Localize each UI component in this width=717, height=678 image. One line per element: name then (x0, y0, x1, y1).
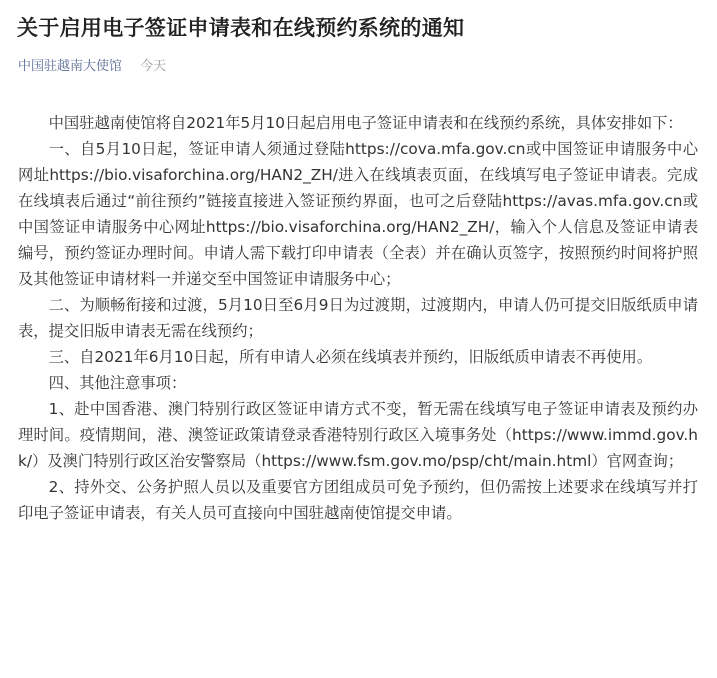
article-title: 关于启用电子签证申请表和在线预约系统的通知 (17, 16, 465, 40)
paragraph-item-2: 二、为顺畅衔接和过渡，5月10日至6月9日为过渡期，过渡期内，申请人仍可提交旧版纸质申请表，提交旧版申请表无需在线预约； (18, 296, 698, 340)
article-source-link[interactable]: 中国驻越南大使馆 (18, 59, 123, 74)
paragraph-intro: 中国驻越南使馆将自2021年5月10日起启用电子签证申请表和在线预约系统，具体安排如下： (48, 114, 683, 132)
paragraph-item-4-heading: 四、其他注意事项： (48, 374, 187, 392)
paragraph-item-3: 三、自2021年6月10日起，所有申请人必须在线填表并预约，旧版纸质申请表不再使用。 (48, 348, 653, 366)
paragraph-note-2: 2、持外交、公务护照人员以及重要官方团组成员可免予预约，但仍需按上述要求在线填写并打印电子签证申请表，有关人员可直接向中国驻越南使馆提交申请。 (18, 478, 698, 522)
paragraph-note-1: 1、赴中国香港、澳门特别行政区签证申请方式不变，暂无需在线填写电子签证申请表及预约办理时间。疫情期间，港、澳签证政策请登录香港特别行政区入境事务处（https://www.immd.gov.hk/）及澳门特别行政区治安警察局（https://www.fsm.gov.mo/psp/cht/main.html）官网查询； (18, 400, 698, 470)
paragraph-item-1: 一、自5月10日起，签证申请人须通过登陆https://cova.mfa.gov.cn或中国签证申请服务中心网址https://bio.visaforchina.org/HAN2_ZH/进入在线填表页面，在线填写电子签证申请表。完成在线填表后通过“前往预约”链接直接进入签证预约界面，也可之后登陆https://avas.mfa.gov.cn或中国签证申请服务中心网址https://bio.visaforchina.org/HAN2_ZH/，输入个人信息及签证申请表编号，预约签证办理时间。申请人需下载打印申请表（全表）并在确认页签字，按照预约时间将护照及其他签证申请材料一并递交至中国签证申请服务中心； (18, 140, 698, 288)
article-date: 今天 (140, 59, 167, 74)
article-meta (18, 58, 166, 76)
article-body (18, 110, 698, 526)
